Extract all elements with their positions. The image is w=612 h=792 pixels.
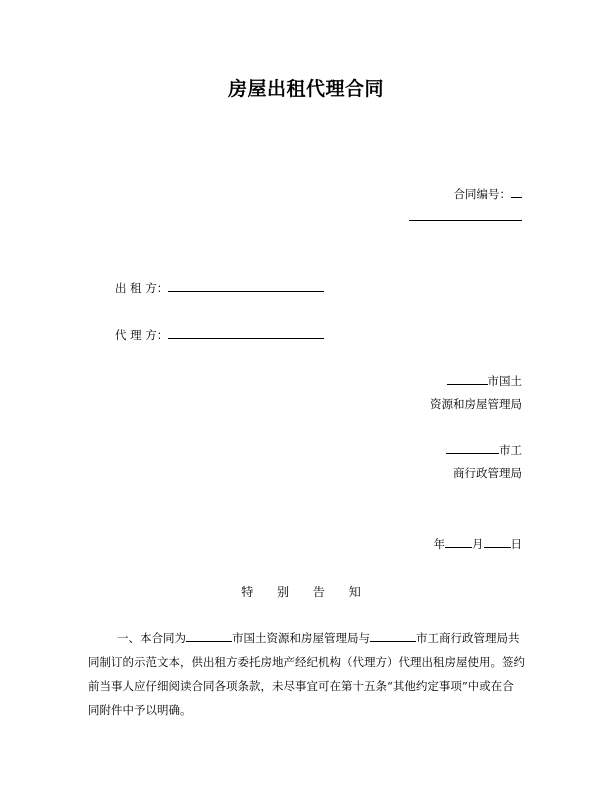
issuer-2-blank <box>446 442 499 454</box>
issuer-1-text: 市国土 <box>487 374 522 388</box>
contract-number-blank <box>511 186 522 198</box>
contract-number <box>454 186 523 202</box>
issuer-1-line2: 资源和房屋管理局 <box>430 397 522 411</box>
month-blank <box>445 536 472 548</box>
notice-p1-blank1 <box>186 630 232 642</box>
issuer-2-line2: 商行政管理局 <box>453 466 522 480</box>
lessor-blank <box>168 280 324 292</box>
issuer-1-line1 <box>447 373 523 389</box>
date-day: 日 <box>510 537 522 551</box>
issuer-2-text: 市工 <box>499 443 522 457</box>
notice-paragraph-1 <box>88 626 525 722</box>
contract-number-line <box>409 220 522 221</box>
notice-p1-seg2: 市国土资源和房屋管理局与 <box>232 631 370 645</box>
lessor-label: 出 租 方： <box>115 281 169 295</box>
day-blank <box>484 536 511 548</box>
contract-number-label: 合同编号： <box>453 187 511 201</box>
document-title: 房屋出租代理合同 <box>227 78 384 100</box>
lessor-row <box>115 280 324 296</box>
notice-p1-blank2 <box>370 630 416 642</box>
agent-row <box>115 327 324 343</box>
date-line <box>434 536 523 552</box>
notice-p1-seg3: 市工商行政管理局共同制订的示范文本，供出租方委托房地产经纪机构（代理方）代理出租房屋使用。签约前当事人应仔细阅读合同各项条款，未尽事宜可在第十五条“其他约定事项”中或在合同附件中予以明确。 <box>88 631 525 717</box>
notice-title: 特 别 告 知 <box>241 585 371 599</box>
issuer-2-line1 <box>446 442 522 458</box>
date-year: 年 <box>433 537 445 551</box>
notice-p1-seg1: 一、本合同为 <box>117 631 186 645</box>
agent-blank <box>168 327 324 339</box>
issuer-1-blank <box>447 373 488 385</box>
agent-label: 代 理 方： <box>115 328 169 342</box>
date-month: 月 <box>472 537 484 551</box>
